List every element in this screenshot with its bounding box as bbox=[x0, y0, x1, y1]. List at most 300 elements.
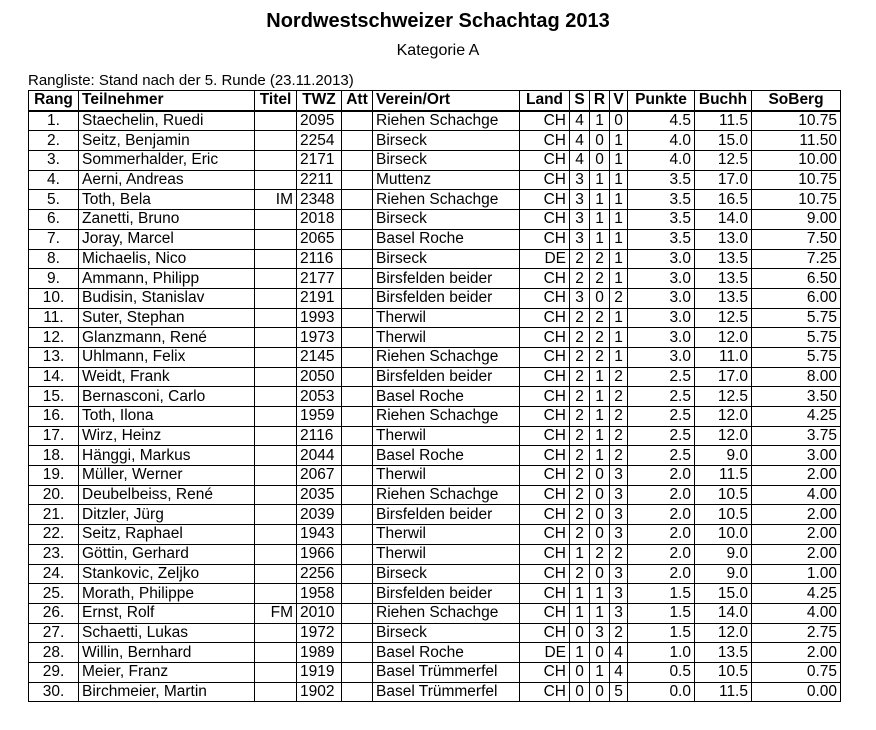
cell-name: Toth, Ilona bbox=[79, 407, 255, 427]
cell-name: Michaelis, Nico bbox=[79, 249, 255, 269]
cell-r: 2 bbox=[590, 328, 610, 348]
table-row bbox=[29, 249, 841, 269]
cell-twz: 2044 bbox=[297, 446, 342, 466]
cell-name: Seitz, Benjamin bbox=[79, 131, 255, 151]
cell-r: 2 bbox=[590, 249, 610, 269]
cell-soberg: 6.00 bbox=[752, 288, 841, 308]
cell-soberg: 9.00 bbox=[752, 210, 841, 230]
cell-att bbox=[342, 347, 373, 367]
cell-r: 0 bbox=[590, 505, 610, 525]
cell-name: Hänggi, Markus bbox=[79, 446, 255, 466]
cell-buchh: 13.5 bbox=[695, 643, 752, 663]
cell-name: Weidt, Frank bbox=[79, 367, 255, 387]
cell-s: 2 bbox=[570, 328, 590, 348]
cell-titel bbox=[255, 347, 297, 367]
cell-verein: Riehen Schachge bbox=[373, 347, 520, 367]
cell-buchh: 9.0 bbox=[695, 564, 752, 584]
cell-buchh: 14.0 bbox=[695, 603, 752, 623]
cell-s: 2 bbox=[570, 308, 590, 328]
cell-verein: Birsfelden beider bbox=[373, 367, 520, 387]
cell-r: 1 bbox=[590, 170, 610, 190]
table-row bbox=[29, 151, 841, 171]
cell-land: CH bbox=[520, 426, 570, 446]
cell-buchh: 9.0 bbox=[695, 446, 752, 466]
cell-name: Sommerhalder, Eric bbox=[79, 151, 255, 171]
cell-v: 1 bbox=[610, 170, 628, 190]
cell-soberg: 10.00 bbox=[752, 151, 841, 171]
cell-land: DE bbox=[520, 643, 570, 663]
cell-name: Deubelbeiss, René bbox=[79, 485, 255, 505]
table-row bbox=[29, 564, 841, 584]
cell-v: 1 bbox=[610, 269, 628, 289]
cell-verein: Riehen Schachge bbox=[373, 485, 520, 505]
cell-r: 1 bbox=[590, 190, 610, 210]
cell-v: 1 bbox=[610, 328, 628, 348]
cell-name: Aerni, Andreas bbox=[79, 170, 255, 190]
col-land: Land bbox=[520, 91, 570, 111]
cell-r: 1 bbox=[590, 367, 610, 387]
cell-r: 1 bbox=[590, 446, 610, 466]
cell-rang: 18. bbox=[29, 446, 79, 466]
cell-name: Budisin, Stanislav bbox=[79, 288, 255, 308]
cell-soberg: 0.00 bbox=[752, 682, 841, 702]
cell-att bbox=[342, 525, 373, 545]
cell-verein: Riehen Schachge bbox=[373, 111, 520, 131]
cell-att bbox=[342, 210, 373, 230]
cell-verein: Birseck bbox=[373, 210, 520, 230]
cell-v: 3 bbox=[610, 525, 628, 545]
cell-soberg: 0.75 bbox=[752, 662, 841, 682]
table-row bbox=[29, 485, 841, 505]
cell-att bbox=[342, 170, 373, 190]
cell-buchh: 14.0 bbox=[695, 210, 752, 230]
cell-soberg: 7.25 bbox=[752, 249, 841, 269]
col-titel: Titel bbox=[255, 91, 297, 111]
table-row bbox=[29, 367, 841, 387]
cell-twz: 2254 bbox=[297, 131, 342, 151]
cell-s: 4 bbox=[570, 131, 590, 151]
cell-att bbox=[342, 485, 373, 505]
cell-r: 0 bbox=[590, 485, 610, 505]
cell-titel bbox=[255, 131, 297, 151]
cell-buchh: 11.5 bbox=[695, 111, 752, 131]
cell-verein: Basel Roche bbox=[373, 229, 520, 249]
cell-buchh: 12.5 bbox=[695, 151, 752, 171]
col-rang: Rang bbox=[29, 91, 79, 111]
cell-twz: 2256 bbox=[297, 564, 342, 584]
cell-v: 3 bbox=[610, 466, 628, 486]
cell-buchh: 13.5 bbox=[695, 269, 752, 289]
cell-land: CH bbox=[520, 229, 570, 249]
cell-att bbox=[342, 603, 373, 623]
cell-twz: 2039 bbox=[297, 505, 342, 525]
table-row bbox=[29, 308, 841, 328]
cell-titel bbox=[255, 151, 297, 171]
cell-verein: Birseck bbox=[373, 564, 520, 584]
cell-r: 0 bbox=[590, 682, 610, 702]
cell-land: CH bbox=[520, 190, 570, 210]
cell-soberg: 4.25 bbox=[752, 407, 841, 427]
cell-rang: 17. bbox=[29, 426, 79, 446]
document-title: Nordwestschweizer Schachtag 2013 bbox=[266, 10, 610, 32]
cell-rang: 23. bbox=[29, 544, 79, 564]
cell-buchh: 17.0 bbox=[695, 367, 752, 387]
cell-r: 0 bbox=[590, 288, 610, 308]
cell-verein: Therwil bbox=[373, 308, 520, 328]
cell-buchh: 13.0 bbox=[695, 229, 752, 249]
cell-rang: 22. bbox=[29, 525, 79, 545]
table-row bbox=[29, 210, 841, 230]
cell-r: 0 bbox=[590, 525, 610, 545]
cell-punkte: 0.0 bbox=[628, 682, 695, 702]
cell-punkte: 2.5 bbox=[628, 426, 695, 446]
cell-soberg: 5.75 bbox=[752, 328, 841, 348]
cell-r: 1 bbox=[590, 229, 610, 249]
cell-buchh: 12.5 bbox=[695, 387, 752, 407]
cell-rang: 15. bbox=[29, 387, 79, 407]
cell-punkte: 3.5 bbox=[628, 229, 695, 249]
cell-s: 2 bbox=[570, 485, 590, 505]
cell-punkte: 1.5 bbox=[628, 603, 695, 623]
cell-verein: Basel Trümmerfel bbox=[373, 682, 520, 702]
cell-att bbox=[342, 249, 373, 269]
cell-titel bbox=[255, 682, 297, 702]
cell-soberg: 5.75 bbox=[752, 347, 841, 367]
cell-soberg: 2.00 bbox=[752, 505, 841, 525]
cell-soberg: 3.50 bbox=[752, 387, 841, 407]
cell-land: CH bbox=[520, 466, 570, 486]
cell-r: 2 bbox=[590, 544, 610, 564]
cell-twz: 1959 bbox=[297, 407, 342, 427]
cell-v: 2 bbox=[610, 623, 628, 643]
cell-land: CH bbox=[520, 505, 570, 525]
cell-s: 3 bbox=[570, 170, 590, 190]
cell-punkte: 3.0 bbox=[628, 347, 695, 367]
cell-v: 1 bbox=[610, 347, 628, 367]
cell-verein: Therwil bbox=[373, 328, 520, 348]
cell-twz: 2177 bbox=[297, 269, 342, 289]
cell-twz: 1993 bbox=[297, 308, 342, 328]
cell-titel bbox=[255, 544, 297, 564]
cell-name: Bernasconi, Carlo bbox=[79, 387, 255, 407]
cell-titel bbox=[255, 623, 297, 643]
table-row bbox=[29, 505, 841, 525]
cell-rang: 4. bbox=[29, 170, 79, 190]
category-subtitle: Kategorie A bbox=[396, 42, 480, 59]
cell-s: 1 bbox=[570, 544, 590, 564]
cell-v: 3 bbox=[610, 505, 628, 525]
cell-buchh: 11.0 bbox=[695, 347, 752, 367]
cell-rang: 9. bbox=[29, 269, 79, 289]
cell-punkte: 4.5 bbox=[628, 111, 695, 131]
cell-land: CH bbox=[520, 603, 570, 623]
cell-name: Suter, Stephan bbox=[79, 308, 255, 328]
cell-att bbox=[342, 151, 373, 171]
cell-punkte: 2.5 bbox=[628, 387, 695, 407]
cell-land: CH bbox=[520, 525, 570, 545]
cell-name: Staechelin, Ruedi bbox=[79, 111, 255, 131]
cell-v: 0 bbox=[610, 111, 628, 131]
cell-buchh: 13.5 bbox=[695, 249, 752, 269]
cell-name: Ernst, Rolf bbox=[79, 603, 255, 623]
cell-name: Seitz, Raphael bbox=[79, 525, 255, 545]
cell-twz: 2035 bbox=[297, 485, 342, 505]
cell-land: CH bbox=[520, 347, 570, 367]
cell-punkte: 4.0 bbox=[628, 151, 695, 171]
cell-rang: 25. bbox=[29, 584, 79, 604]
cell-punkte: 3.0 bbox=[628, 328, 695, 348]
cell-punkte: 2.0 bbox=[628, 544, 695, 564]
cell-r: 0 bbox=[590, 466, 610, 486]
cell-buchh: 10.5 bbox=[695, 662, 752, 682]
cell-r: 1 bbox=[590, 210, 610, 230]
cell-verein: Birseck bbox=[373, 623, 520, 643]
cell-s: 1 bbox=[570, 584, 590, 604]
cell-r: 0 bbox=[590, 151, 610, 171]
cell-rang: 16. bbox=[29, 407, 79, 427]
cell-soberg: 2.00 bbox=[752, 466, 841, 486]
cell-verein: Basel Trümmerfel bbox=[373, 662, 520, 682]
cell-att bbox=[342, 446, 373, 466]
cell-soberg: 2.75 bbox=[752, 623, 841, 643]
cell-r: 3 bbox=[590, 623, 610, 643]
cell-att bbox=[342, 328, 373, 348]
cell-titel bbox=[255, 269, 297, 289]
cell-r: 1 bbox=[590, 111, 610, 131]
cell-s: 2 bbox=[570, 525, 590, 545]
cell-s: 3 bbox=[570, 288, 590, 308]
cell-titel bbox=[255, 466, 297, 486]
cell-rang: 28. bbox=[29, 643, 79, 663]
cell-v: 1 bbox=[610, 131, 628, 151]
cell-verein: Therwil bbox=[373, 525, 520, 545]
cell-r: 1 bbox=[590, 603, 610, 623]
table-row bbox=[29, 229, 841, 249]
cell-s: 2 bbox=[570, 367, 590, 387]
cell-soberg: 10.75 bbox=[752, 170, 841, 190]
table-row bbox=[29, 190, 841, 210]
cell-buchh: 12.5 bbox=[695, 308, 752, 328]
cell-verein: Therwil bbox=[373, 544, 520, 564]
cell-titel bbox=[255, 505, 297, 525]
cell-buchh: 13.5 bbox=[695, 288, 752, 308]
cell-punkte: 2.0 bbox=[628, 505, 695, 525]
cell-twz: 2067 bbox=[297, 466, 342, 486]
standings-body bbox=[29, 111, 841, 702]
cell-v: 1 bbox=[610, 229, 628, 249]
cell-r: 1 bbox=[590, 387, 610, 407]
cell-titel bbox=[255, 485, 297, 505]
cell-twz: 2010 bbox=[297, 603, 342, 623]
col-s: S bbox=[570, 91, 590, 111]
cell-name: Göttin, Gerhard bbox=[79, 544, 255, 564]
cell-verein: Birseck bbox=[373, 131, 520, 151]
cell-rang: 10. bbox=[29, 288, 79, 308]
cell-soberg: 3.75 bbox=[752, 426, 841, 446]
cell-titel bbox=[255, 387, 297, 407]
cell-rang: 24. bbox=[29, 564, 79, 584]
cell-punkte: 2.5 bbox=[628, 446, 695, 466]
cell-punkte: 3.5 bbox=[628, 170, 695, 190]
cell-s: 2 bbox=[570, 407, 590, 427]
col-punkte: Punkte bbox=[628, 91, 695, 111]
cell-verein: Birsfelden beider bbox=[373, 269, 520, 289]
table-row bbox=[29, 426, 841, 446]
cell-name: Glanzmann, René bbox=[79, 328, 255, 348]
cell-rang: 2. bbox=[29, 131, 79, 151]
cell-v: 2 bbox=[610, 544, 628, 564]
cell-titel bbox=[255, 643, 297, 663]
cell-s: 1 bbox=[570, 603, 590, 623]
cell-titel bbox=[255, 288, 297, 308]
cell-att bbox=[342, 131, 373, 151]
cell-v: 4 bbox=[610, 643, 628, 663]
cell-s: 3 bbox=[570, 229, 590, 249]
cell-titel bbox=[255, 308, 297, 328]
cell-att bbox=[342, 111, 373, 131]
cell-buchh: 10.0 bbox=[695, 525, 752, 545]
cell-punkte: 1.0 bbox=[628, 643, 695, 663]
table-row bbox=[29, 643, 841, 663]
table-row bbox=[29, 525, 841, 545]
cell-s: 2 bbox=[570, 505, 590, 525]
cell-verein: Basel Roche bbox=[373, 643, 520, 663]
cell-twz: 2065 bbox=[297, 229, 342, 249]
cell-s: 4 bbox=[570, 111, 590, 131]
cell-buchh: 9.0 bbox=[695, 544, 752, 564]
cell-titel: FM bbox=[255, 603, 297, 623]
cell-s: 2 bbox=[570, 249, 590, 269]
cell-s: 2 bbox=[570, 387, 590, 407]
cell-soberg: 6.50 bbox=[752, 269, 841, 289]
cell-land: CH bbox=[520, 111, 570, 131]
cell-punkte: 1.5 bbox=[628, 584, 695, 604]
col-verein: Verein/Ort bbox=[373, 91, 520, 111]
cell-punkte: 3.0 bbox=[628, 249, 695, 269]
cell-rang: 6. bbox=[29, 210, 79, 230]
cell-v: 3 bbox=[610, 603, 628, 623]
cell-verein: Riehen Schachge bbox=[373, 190, 520, 210]
cell-twz: 1958 bbox=[297, 584, 342, 604]
cell-titel: IM bbox=[255, 190, 297, 210]
cell-soberg: 2.00 bbox=[752, 525, 841, 545]
cell-s: 2 bbox=[570, 446, 590, 466]
cell-name: Wirz, Heinz bbox=[79, 426, 255, 446]
cell-titel bbox=[255, 407, 297, 427]
cell-punkte: 2.5 bbox=[628, 407, 695, 427]
cell-twz: 2050 bbox=[297, 367, 342, 387]
cell-r: 2 bbox=[590, 269, 610, 289]
cell-buchh: 12.0 bbox=[695, 328, 752, 348]
cell-punkte: 3.0 bbox=[628, 269, 695, 289]
cell-punkte: 3.0 bbox=[628, 308, 695, 328]
cell-punkte: 0.5 bbox=[628, 662, 695, 682]
cell-r: 2 bbox=[590, 347, 610, 367]
cell-rang: 19. bbox=[29, 466, 79, 486]
cell-v: 3 bbox=[610, 485, 628, 505]
cell-soberg: 4.25 bbox=[752, 584, 841, 604]
cell-r: 1 bbox=[590, 407, 610, 427]
cell-rang: 21. bbox=[29, 505, 79, 525]
cell-punkte: 1.5 bbox=[628, 623, 695, 643]
cell-land: CH bbox=[520, 446, 570, 466]
cell-rang: 26. bbox=[29, 603, 79, 623]
cell-verein: Muttenz bbox=[373, 170, 520, 190]
cell-name: Morath, Philippe bbox=[79, 584, 255, 604]
cell-twz: 2191 bbox=[297, 288, 342, 308]
cell-rang: 8. bbox=[29, 249, 79, 269]
cell-r: 2 bbox=[590, 308, 610, 328]
table-row bbox=[29, 544, 841, 564]
cell-rang: 11. bbox=[29, 308, 79, 328]
cell-land: CH bbox=[520, 544, 570, 564]
cell-titel bbox=[255, 426, 297, 446]
cell-att bbox=[342, 682, 373, 702]
table-row bbox=[29, 387, 841, 407]
table-row bbox=[29, 446, 841, 466]
cell-v: 3 bbox=[610, 564, 628, 584]
cell-att bbox=[342, 308, 373, 328]
cell-s: 4 bbox=[570, 151, 590, 171]
cell-titel bbox=[255, 525, 297, 545]
cell-buchh: 11.5 bbox=[695, 682, 752, 702]
cell-name: Uhlmann, Felix bbox=[79, 347, 255, 367]
cell-land: CH bbox=[520, 407, 570, 427]
cell-soberg: 1.00 bbox=[752, 564, 841, 584]
cell-att bbox=[342, 190, 373, 210]
cell-name: Stankovic, Zeljko bbox=[79, 564, 255, 584]
cell-rang: 12. bbox=[29, 328, 79, 348]
table-row bbox=[29, 288, 841, 308]
cell-twz: 2348 bbox=[297, 190, 342, 210]
cell-rang: 30. bbox=[29, 682, 79, 702]
cell-punkte: 4.0 bbox=[628, 131, 695, 151]
cell-att bbox=[342, 466, 373, 486]
cell-r: 0 bbox=[590, 131, 610, 151]
cell-r: 1 bbox=[590, 426, 610, 446]
cell-soberg: 2.00 bbox=[752, 544, 841, 564]
table-row bbox=[29, 466, 841, 486]
cell-land: DE bbox=[520, 249, 570, 269]
cell-r: 0 bbox=[590, 564, 610, 584]
cell-rang: 14. bbox=[29, 367, 79, 387]
cell-att bbox=[342, 387, 373, 407]
cell-name: Willin, Bernhard bbox=[79, 643, 255, 663]
cell-s: 2 bbox=[570, 269, 590, 289]
cell-buchh: 12.0 bbox=[695, 623, 752, 643]
cell-land: CH bbox=[520, 485, 570, 505]
cell-soberg: 8.00 bbox=[752, 367, 841, 387]
cell-twz: 2116 bbox=[297, 426, 342, 446]
cell-twz: 1919 bbox=[297, 662, 342, 682]
cell-titel bbox=[255, 249, 297, 269]
cell-titel bbox=[255, 662, 297, 682]
cell-titel bbox=[255, 229, 297, 249]
cell-s: 2 bbox=[570, 347, 590, 367]
table-row bbox=[29, 328, 841, 348]
cell-rang: 20. bbox=[29, 485, 79, 505]
cell-titel bbox=[255, 210, 297, 230]
cell-verein: Riehen Schachge bbox=[373, 603, 520, 623]
cell-s: 2 bbox=[570, 426, 590, 446]
cell-rang: 5. bbox=[29, 190, 79, 210]
cell-titel bbox=[255, 446, 297, 466]
cell-titel bbox=[255, 170, 297, 190]
cell-land: CH bbox=[520, 564, 570, 584]
cell-r: 1 bbox=[590, 584, 610, 604]
cell-twz: 2018 bbox=[297, 210, 342, 230]
cell-buchh: 10.5 bbox=[695, 485, 752, 505]
